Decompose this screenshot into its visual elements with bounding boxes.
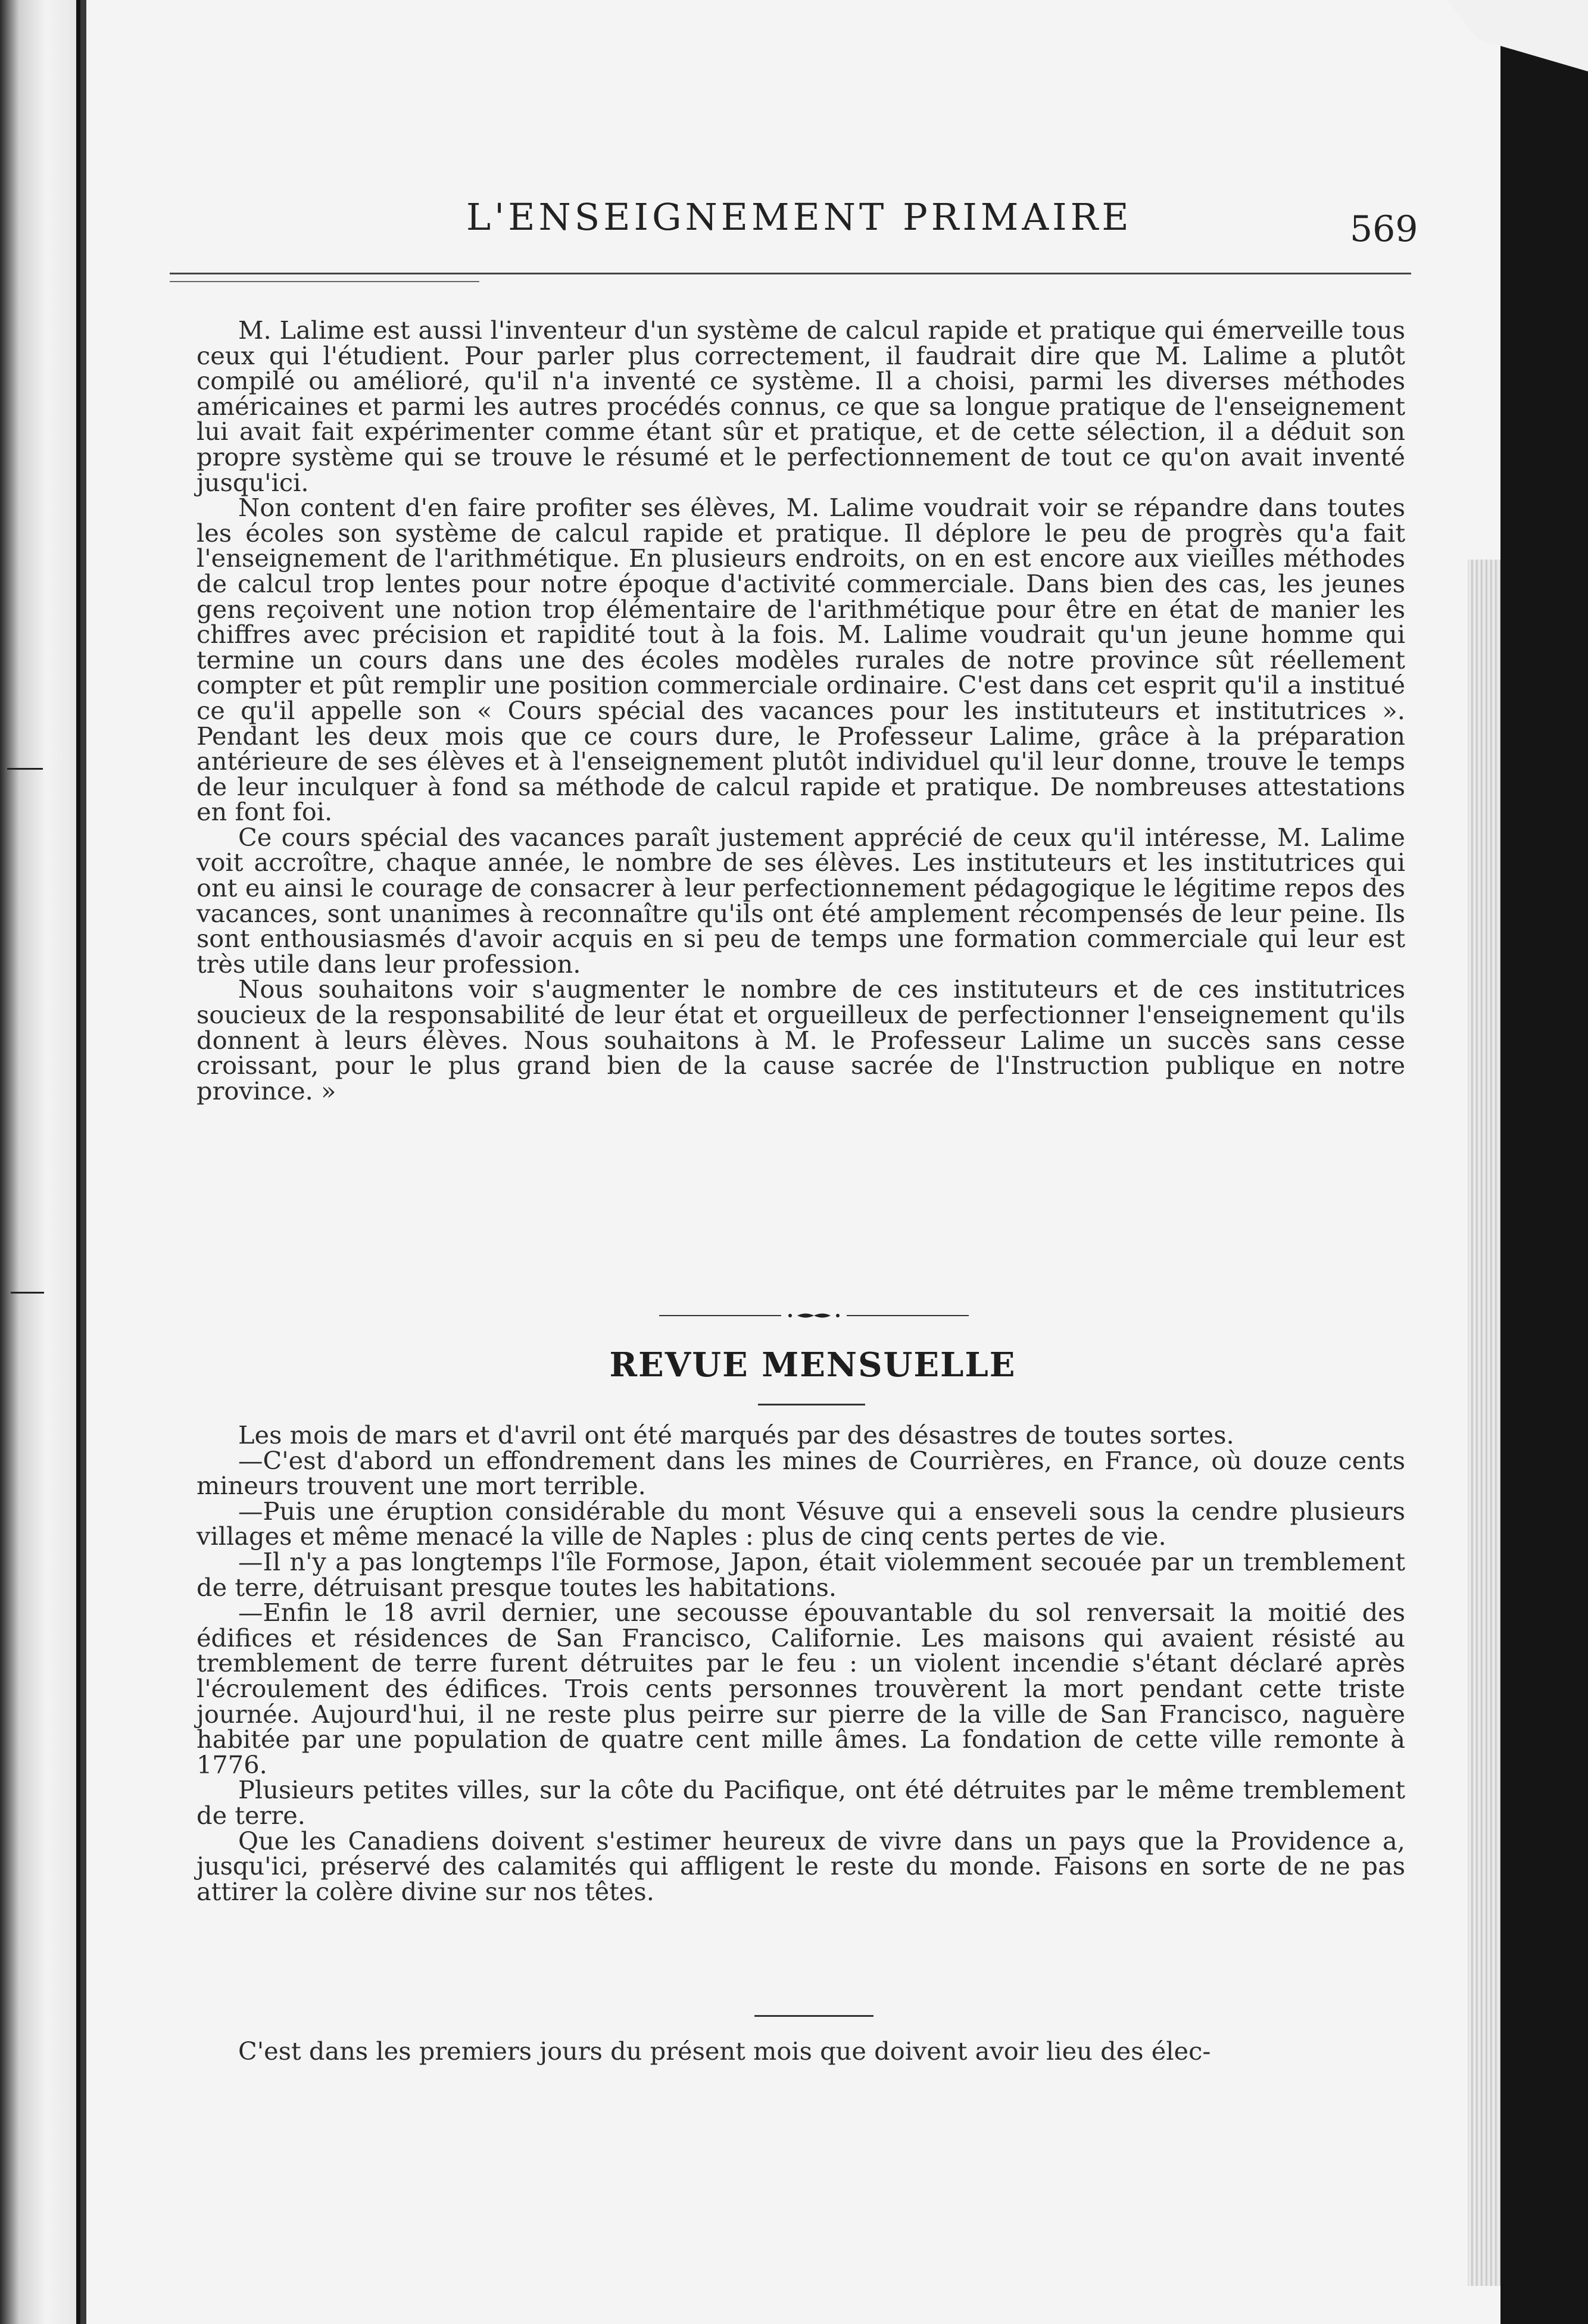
running-header: L'ENSEIGNEMENT PRIMAIRE: [466, 195, 1132, 239]
article-lalime: [196, 318, 1405, 1104]
paragraph: Non content d'en faire profiter ses élèves, M. Lalime voudrait voir se répandre dans toutes les écoles son système de calcul rapide et pratique. Il déplore le peu de progrès qu'a fait l'enseignement de l'arithmétique. En plusieurs endroits, on en est encore aux vieilles méthodes de calcul trop lentes pour notre époque d'activité commerciale. Dans bien des cas, les jeunes gens reçoivent une notion trop élémentaire de l'arithmétique pour être en état de manier les chiffres avec précision et rapidité tout à la fois. M. Lalime voudrait qu'un jeune homme qui termine un cours dans une des écoles modèles rurales de notre province sût réellement compter et pût remplir une position commerciale ordinaire. C'est dans cet esprit qu'il a institué ce qu'il appelle son « Cours spécial des vacances pour les instituteurs et institutrices ». Pendant les deux mois que ce cours dure, le Professeur Lalime, grâce à la préparation antérieure de ses élèves et à l'enseignement plutôt individuel qu'il leur donne, trouve le temps de leur inculquer à fond sa méthode de calcul rapide et pratique. De nombreuses attestations en font foi.: [196, 493, 1405, 827]
section-title: REVUE MENSUELLE: [609, 1345, 1016, 1385]
margin-mark: [7, 768, 43, 770]
paragraph: Nous souhaitons voir s'augmenter le nombre de ces instituteurs et de ces institutrices soucieux de la responsabilité de leur état et orgueilleux de perfectionner l'enseignement qu'ils donnent à leurs élèves. Nous souhaitons à M. le Professeur Lalime un succès sans cesse croissant, pour le plus grand bien de la cause sacrée de l'Instruction publique en notre province. »: [196, 974, 1405, 1105]
margin-mark: [11, 1292, 44, 1294]
page-number: 569: [1350, 208, 1418, 250]
paragraph: —Puis une éruption considérable du mont Vésuve qui a enseveli sous la cendre plusieurs villages et même menacé la ville de Naples : plus de cinq cents pertes de vie.: [196, 1496, 1405, 1551]
paragraph: Les mois de mars et d'avril ont été marqués par des désastres de toutes sortes.: [238, 1420, 1234, 1450]
adjacent-page-edge: [0, 0, 76, 2324]
paragraph: —Enfin le 18 avril dernier, une secousse épouvantable du sol renversait la moitié des édifices et résidences de San Francisco, Californie. Les maisons qui avaient résisté au tremblement de terre furent détruites par le feu : un violent incendie s'étant déclaré après l'écroulement des édifices. Trois cents personnes trouvèrent la mort pendant cette triste journée. Aujourd'hui, il ne reste plus peirre sur pierre de la ville de San Francisco, naguère habitée par une population de quatre cent mille âmes. La fondation de cette ville remonte à 1776.: [196, 1598, 1405, 1779]
paragraph: Que les Canadiens doivent s'estimer heureux de vivre dans un pays que la Providence a, jusqu'ici, préservé des calamités qui affligent le reste du monde. Faisons en sorte de ne pas attirer la colère divine sur nos têtes.: [196, 1826, 1405, 1906]
page-spine-shadow: [80, 0, 86, 2324]
separator-rule: [754, 2015, 873, 2017]
book-page: [80, 0, 1500, 2324]
paragraph: Ce cours spécial des vacances paraît justement apprécié de ceux qu'il intéresse, M. Lalime voit accroître, chaque année, le nombre de ses élèves. Les instituteurs et les institutrices qui ont eu ainsi le courage de consacrer à leur perfectionnement pédagogique le légitime repos des vacances, sont unanimes à reconnaître qu'ils ont été amplement récompensés de leur peine. Ils sont enthousiasmés d'avoir acquis en si peu de temps une formation commerciale qui leur est très utile dans leur profession.: [196, 822, 1405, 979]
header-rule-thin: [170, 281, 479, 282]
paragraph: M. Lalime est aussi l'inventeur d'un système de calcul rapide et pratique qui émerveille tous ceux qui l'étudient. Pour parler plus correctement, il faudrait dire que M. Lalime a plutôt compilé ou amélioré, qu'il n'a inventé ce système. Il a choisi, parmi les diverses méthodes américaines et parmi les autres procédés connus, ce que sa longue pratique de l'enseignement lui avait fait expérimenter comme étant sûr et pratique, et de cette sélection, il a déduit son propre système qui se trouve le résumé et le perfectionnement de tout ce qu'on avait inventé jusqu'ici.: [196, 316, 1405, 497]
article-elections: [196, 2036, 1405, 2066]
header-rule: [170, 273, 1411, 274]
paragraph: C'est dans les premiers jours du présent mois que doivent avoir lieu des élec-: [238, 2036, 1211, 2066]
ornamental-divider: [659, 1311, 969, 1320]
paragraph: —Il n'y a pas longtemps l'île Formose, Japon, était violemment secouée par un tremblement de terre, détruisant presque toutes les habitations.: [196, 1547, 1405, 1602]
page-fold-edges: [1468, 560, 1500, 2286]
paragraph: —C'est d'abord un effondrement dans les mines de Courrières, en France, où douze cents mineurs trouvent une mort terrible.: [196, 1445, 1405, 1501]
paragraph: Plusieurs petites villes, sur la côte du Pacifique, ont été détruites par le même tremblement de terre.: [196, 1775, 1405, 1830]
title-underline: [758, 1404, 865, 1405]
article-revue-mensuelle: [196, 1420, 1405, 1906]
